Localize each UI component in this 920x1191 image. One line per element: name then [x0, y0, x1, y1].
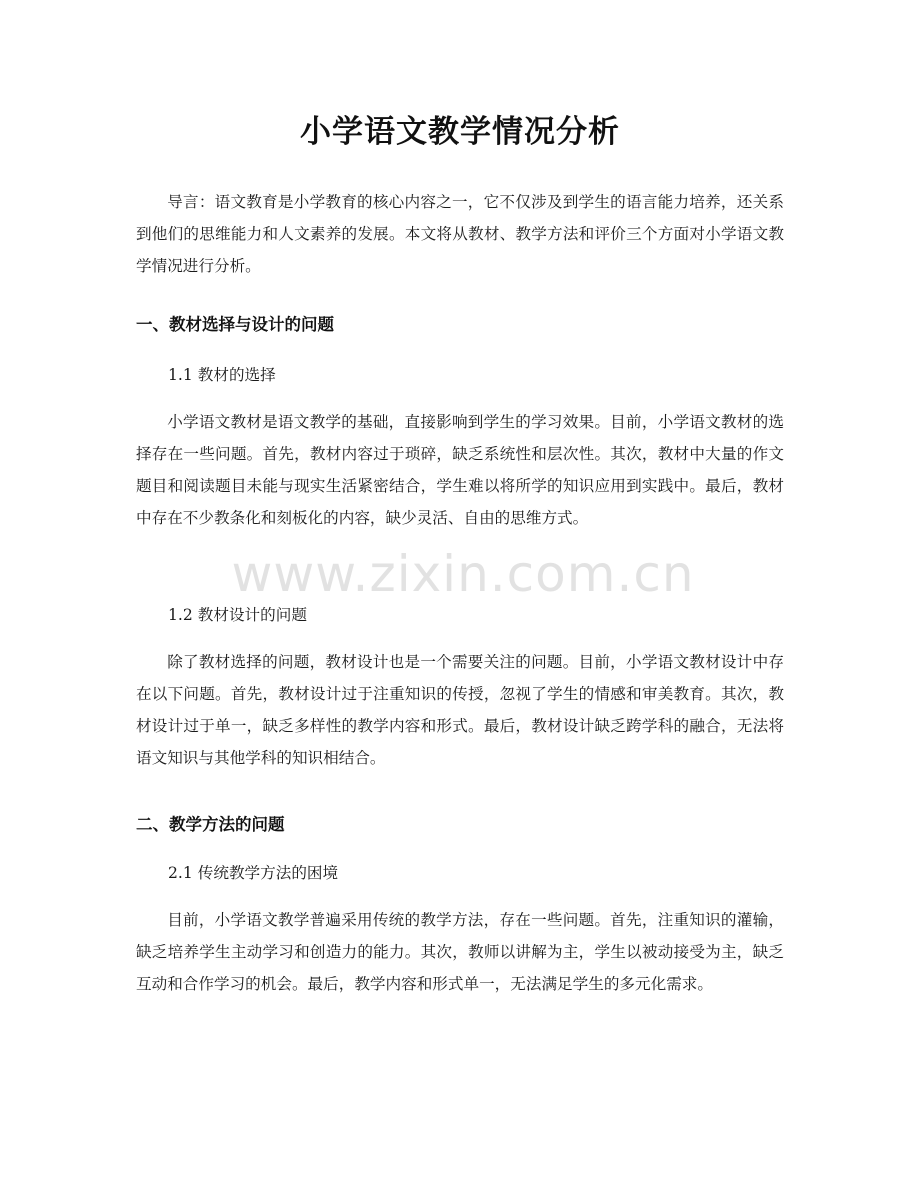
subsection-1-2-heading: 1.2 教材设计的问题 [168, 606, 307, 624]
subsection-1-2-body: 除了教材选择的问题，教材设计也是一个需要关注的问题。目前，小学语文教材设计中存在以下问题。首先，教材设计过于注重知识的传授，忽视了学生的情感和审美教育。其次，教材设计过于单一，缺乏多样性的教学内容和形式。最后，教材设计缺乏跨学科的融合，无法将语文知识与其他学科的知识相结合。 [136, 653, 784, 767]
document-title: 小学语文教学情况分析 [300, 114, 620, 150]
intro-paragraph: 导言：语文教育是小学教育的核心内容之一，它不仅涉及到学生的语言能力培养，还关系到他们的思维能力和人文素养的发展。本文将从教材、教学方法和评价三个方面对小学语文教学情况进行分析。 [136, 193, 784, 275]
section-1-heading: 一、教材选择与设计的问题 [136, 315, 334, 334]
subsection-1-1-body: 小学语文教材是语文教学的基础，直接影响到学生的学习效果。目前，小学语文教材的选择存在一些问题。首先，教材内容过于琐碎，缺乏系统性和层次性。其次，教材中大量的作文题目和阅读题目未能与现实生活紧密结合，学生难以将所学的知识应用到实践中。最后，教材中存在不少教条化和刻板化的内容，缺少灵活、自由的思维方式。 [136, 413, 784, 527]
subsection-1-1-heading: 1.1 教材的选择 [168, 366, 276, 384]
subsection-2-1-heading: 2.1 传统教学方法的困境 [168, 864, 339, 882]
section-2-heading: 二、教学方法的问题 [136, 815, 285, 834]
subsection-2-1-body: 目前，小学语文教学普遍采用传统的教学方法，存在一些问题。首先，注重知识的灌输，缺乏培养学生主动学习和创造力的能力。其次，教师以讲解为主，学生以被动接受为主，缺乏互动和合作学习的机会。最后，教学内容和形式单一，无法满足学生的多元化需求。 [136, 911, 784, 993]
watermark: www.zixin.com.cn [231, 545, 695, 603]
